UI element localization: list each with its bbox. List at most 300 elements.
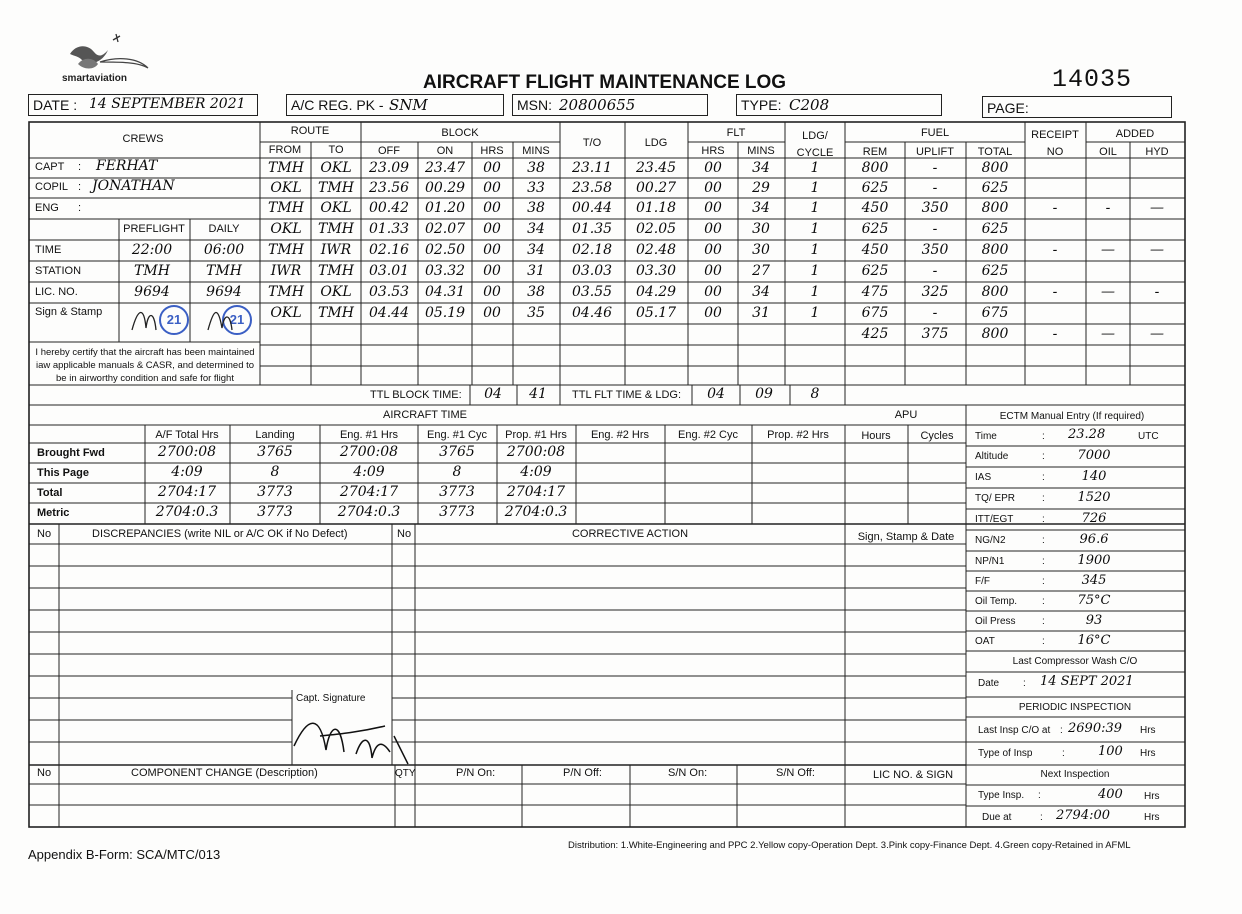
col-fuel: FUEL	[920, 127, 950, 139]
log-number: 14035	[1052, 65, 1133, 94]
due-value: 2794:00	[1056, 808, 1111, 823]
flight-cell-off: 00.42	[368, 200, 410, 216]
fuel-cell-rec: -	[1052, 242, 1058, 258]
fuel-cell-uplift: -	[932, 305, 938, 321]
time-label: TIME	[35, 244, 62, 256]
aircraft-time-cell-e1h: 4:09	[353, 464, 385, 480]
fuel-cell-total: 625	[981, 221, 1009, 237]
ectm-label: NP/N1	[975, 556, 1005, 567]
fuel-cell-uplift: -	[932, 263, 938, 279]
ectm-label: Altitude	[975, 451, 1009, 462]
ectm-value: 7000	[1077, 448, 1111, 463]
flight-cell-hrs: 00	[483, 180, 501, 196]
ttl-flt-hrs: 04	[707, 386, 725, 402]
ectm-label: Oil Temp.	[975, 596, 1018, 607]
flight-cell-on: 02.50	[424, 242, 466, 258]
aircraft-time-cell-e1h: 2700:08	[339, 444, 399, 460]
flight-cell-ldg: 23.45	[635, 160, 677, 176]
col-on: ON	[436, 145, 454, 157]
flight-cell-on: 04.31	[424, 284, 466, 300]
last-insp-label: Last Insp C/O at	[978, 725, 1051, 736]
ttl-block-mins: 41	[529, 386, 547, 402]
flight-cell-hrs: 00	[483, 160, 501, 176]
fuel-cell-uplift: -	[932, 221, 938, 237]
station-daily: TMH	[206, 263, 242, 279]
acreg-value: SNM	[389, 96, 428, 114]
flight-cell-from: OKL	[270, 180, 302, 196]
flight-cell-fmins: 34	[752, 160, 770, 176]
brand-name: smartaviation	[62, 73, 128, 84]
ectm-colon: :	[1042, 636, 1045, 647]
fuel-cell-rec: -	[1052, 284, 1058, 300]
fuel-cell-rem: 675	[861, 305, 889, 321]
lic-daily: 9694	[206, 284, 242, 300]
flight-cell-to: OKL	[320, 160, 352, 176]
col-added: ADDED	[1115, 128, 1155, 140]
aircraft-time-cell-p1h: 4:09	[520, 464, 552, 480]
date-value: 14 SEPTEMBER 2021	[89, 96, 246, 112]
comp-sn-off: S/N Off:	[776, 767, 815, 779]
ectm-time-value: 23.28	[1068, 427, 1106, 442]
ectm-value: 726	[1081, 511, 1107, 526]
ectm-label: IAS	[975, 472, 992, 483]
certify-text: I hereby certify that the aircraft has been maintained iaw applicable manuals & CASR, and determined to be in airworthy condition and safe for flight	[35, 347, 255, 384]
flight-cell-from: IWR	[270, 263, 302, 279]
flight-cell-off: 23.09	[368, 160, 410, 176]
flight-cell-fmins: 27	[752, 263, 770, 279]
col-receipt-no: NO	[1046, 146, 1064, 158]
flight-cell-cyc: 1	[810, 263, 820, 279]
col-to: TO	[328, 144, 344, 156]
flight-cell-cyc: 1	[810, 305, 820, 321]
fuel-cell-total: 625	[981, 263, 1009, 279]
aircraft-time-cell-p1h: 2704:17	[506, 484, 566, 500]
ectm-value: 96.6	[1079, 532, 1109, 547]
flight-cell-cyc: 1	[810, 221, 820, 237]
flight-cell-fmins: 30	[752, 221, 770, 237]
fuel-cell-rec: -	[1052, 326, 1058, 342]
time-daily: 06:00	[203, 242, 245, 258]
flight-cell-mins: 38	[527, 160, 545, 176]
ectm-label: Oil Press	[975, 616, 1016, 627]
fuel-cell-rem: 625	[861, 263, 889, 279]
col-off: OFF	[378, 145, 400, 157]
col-from: FROM	[268, 144, 302, 156]
sign-stamp-date: Sign, Stamp & Date	[857, 531, 955, 543]
flight-cell-fmins: 30	[752, 242, 770, 258]
next-type-label: Type Insp.	[978, 790, 1025, 801]
aircraft-time-col: Eng. #2 Cyc	[678, 429, 738, 441]
aircraft-time-cell-e1c: 3773	[439, 484, 475, 500]
aircraft-time-title: AIRCRAFT TIME	[383, 409, 467, 421]
fuel-cell-total: 675	[981, 305, 1009, 321]
flight-cell-to_t: 23.58	[571, 180, 613, 196]
flight-cell-fmins: 29	[752, 180, 770, 196]
aircraft-time-col: Eng. #1 Cyc	[427, 429, 487, 441]
col-route: ROUTE	[290, 125, 330, 137]
col-flt-hrs: HRS	[701, 145, 725, 157]
captain-signature-icon	[290, 706, 420, 766]
due-hrs: Hrs	[1144, 812, 1160, 823]
ectm-colon: :	[1042, 472, 1045, 483]
flight-cell-fmins: 34	[752, 284, 770, 300]
flight-cell-cyc: 1	[810, 160, 820, 176]
disc-title: DISCREPANCIES (write NIL or A/C OK if No Defect)	[92, 528, 348, 540]
flight-cell-mins: 35	[527, 305, 545, 321]
flight-cell-cyc: 1	[810, 180, 820, 196]
ectm-colon: :	[1042, 576, 1045, 587]
fuel-cell-oil: —	[1101, 284, 1115, 300]
flight-cell-hrs: 00	[483, 221, 501, 237]
copil-value: JONATHAN	[92, 178, 175, 194]
flight-cell-on: 00.29	[424, 180, 466, 196]
flight-cell-from: OKL	[270, 305, 302, 321]
flight-cell-fhrs: 00	[704, 242, 722, 258]
flight-cell-off: 02.16	[368, 242, 410, 258]
col-flt-mins: MINS	[747, 145, 775, 157]
col-mins: MINS	[522, 145, 550, 157]
flight-cell-from: TMH	[268, 200, 304, 216]
fuel-cell-oil: —	[1101, 326, 1115, 342]
flight-cell-fhrs: 00	[704, 221, 722, 237]
type-insp-hrs: Hrs	[1140, 748, 1156, 759]
station-preflight: TMH	[134, 263, 170, 279]
flight-cell-from: TMH	[268, 242, 304, 258]
flight-cell-ldg: 03.30	[635, 263, 677, 279]
fuel-cell-uplift: 325	[921, 284, 949, 300]
corr-no-header: No	[397, 528, 412, 540]
flight-cell-ldg: 01.18	[635, 200, 677, 216]
next-type-hrs: Hrs	[1144, 791, 1160, 802]
type-insp-colon: :	[1062, 748, 1065, 759]
aircraft-time-cell-e1h: 2704:0.3	[337, 504, 401, 520]
ttl-block-hrs: 04	[484, 386, 502, 402]
fuel-cell-total: 800	[981, 326, 1009, 342]
ectm-colon: :	[1042, 616, 1045, 627]
ectm-colon: :	[1042, 514, 1045, 525]
flight-cell-to: TMH	[318, 221, 354, 237]
aircraft-time-row-label: Total	[37, 487, 63, 499]
ectm-colon: :	[1042, 493, 1045, 504]
flight-cell-mins: 34	[527, 242, 545, 258]
fuel-cell-total: 800	[981, 284, 1009, 300]
col-takeoff: T/O	[582, 137, 602, 149]
msn-label: MSN:	[517, 97, 552, 113]
sign-label: Sign & Stamp	[35, 306, 103, 318]
flight-cell-to_t: 04.46	[571, 305, 613, 321]
flight-cell-from: TMH	[268, 284, 304, 300]
flight-cell-off: 23.56	[368, 180, 410, 196]
aircraft-time-cell-e1c: 8	[452, 464, 462, 480]
page-label: PAGE:	[987, 100, 1029, 116]
aircraft-time-cell-af: 2700:08	[157, 444, 217, 460]
flight-cell-ldg: 05.17	[635, 305, 677, 321]
ectm-colon: :	[1042, 596, 1045, 607]
apu-cycles: Cycles	[920, 430, 954, 442]
aircraft-time-cell-af: 4:09	[171, 464, 203, 480]
capt-label: CAPT	[35, 161, 65, 173]
flight-cell-to: OKL	[320, 200, 352, 216]
fuel-cell-total: 800	[981, 200, 1009, 216]
comp-qty: QTY	[395, 768, 416, 779]
eng-colon: :	[78, 202, 82, 214]
flight-cell-cyc: 1	[810, 242, 820, 258]
station-label: STATION	[35, 265, 82, 277]
aircraft-time-cell-p1h: 2704:0.3	[504, 504, 568, 520]
ectm-value: 16°C	[1077, 633, 1111, 648]
flight-cell-hrs: 00	[483, 263, 501, 279]
col-hyd: HYD	[1145, 146, 1169, 158]
aircraft-time-col: Eng. #2 Hrs	[590, 429, 650, 441]
comp-pn-off: P/N Off:	[563, 767, 602, 779]
aircraft-time-cell-af: 2704:0.3	[155, 504, 219, 520]
date-label: DATE :	[33, 97, 78, 113]
type-insp-label: Type of Insp	[978, 748, 1033, 759]
type-label: TYPE:	[741, 97, 782, 113]
col-uplift: UPLIFT	[916, 146, 954, 158]
lic-label: LIC. NO.	[35, 286, 78, 298]
ectm-time-unit: UTC	[1138, 431, 1159, 442]
flight-cell-mins: 31	[527, 263, 545, 279]
flight-cell-ldg: 02.05	[635, 221, 677, 237]
last-insp-value: 2690:39	[1068, 721, 1123, 736]
ectm-colon: :	[1042, 535, 1045, 546]
preflight-header: PREFLIGHT	[123, 223, 185, 235]
type-insp-value: 100	[1098, 744, 1123, 759]
flight-cell-fhrs: 00	[704, 305, 722, 321]
col-flt: FLT	[726, 127, 746, 139]
col-oil: OIL	[1099, 146, 1117, 158]
fuel-cell-rem: 625	[861, 221, 889, 237]
apu-title: APU	[894, 409, 918, 421]
due-label: Due at	[982, 812, 1012, 823]
ectm-value: 93	[1085, 613, 1103, 628]
flight-cell-mins: 34	[527, 221, 545, 237]
flight-cell-off: 01.33	[368, 221, 410, 237]
ectm-time-colon: :	[1042, 431, 1045, 442]
capt-colon: :	[78, 161, 82, 173]
msn-value: 20800655	[559, 96, 636, 114]
fuel-cell-uplift: -	[932, 180, 938, 196]
wash-date-value: 14 SEPT 2021	[1040, 674, 1134, 689]
distribution-note: Distribution: 1.White-Engineering and PPC 2.Yellow copy-Operation Dept. 3.Pink copy-Finance Dept. 4.Green copy-Retained in AFML	[568, 840, 1131, 851]
flight-cell-fmins: 34	[752, 200, 770, 216]
flight-cell-on: 05.19	[424, 305, 466, 321]
apu-hours: Hours	[861, 430, 891, 442]
stamp-number: 21	[166, 312, 182, 327]
flight-cell-fhrs: 00	[704, 200, 722, 216]
aircraft-time-row-label: This Page	[37, 467, 89, 479]
lic-preflight: 9694	[134, 284, 170, 300]
appendix-form: Appendix B-Form: SCA/MTC/013	[28, 847, 221, 862]
fuel-cell-rem: 625	[861, 180, 889, 196]
flight-cell-off: 03.53	[368, 284, 410, 300]
flight-cell-to: TMH	[318, 263, 354, 279]
ectm-value: 75°C	[1077, 593, 1111, 608]
fuel-cell-oil: —	[1101, 242, 1115, 258]
aircraft-time-cell-af: 2704:17	[157, 484, 217, 500]
ectm-label: OAT	[975, 636, 995, 647]
copil-label: COPIL	[35, 181, 69, 193]
flight-cell-mins: 38	[527, 200, 545, 216]
aircraft-time-col: Prop. #2 Hrs	[767, 429, 829, 441]
ectm-time-label: Time	[975, 431, 997, 442]
flight-cell-off: 03.01	[368, 263, 410, 279]
col-total: TOTAL	[977, 146, 1013, 158]
aircraft-time-cell-e1c: 3773	[439, 504, 475, 520]
aircraft-time-col: Eng. #1 Hrs	[339, 429, 399, 441]
flight-cell-to_t: 03.55	[571, 284, 613, 300]
periodic-title: PERIODIC INSPECTION	[1018, 702, 1132, 713]
ectm-label: NG/N2	[975, 535, 1006, 546]
wash-date-label: Date	[978, 678, 1000, 689]
flight-cell-ldg: 00.27	[635, 180, 677, 196]
eng-label: ENG	[35, 202, 59, 214]
next-insp-title: Next Inspection	[1040, 769, 1110, 780]
ttl-flt-mins: 09	[755, 386, 773, 402]
flight-cell-off: 04.44	[368, 305, 410, 321]
flight-cell-fmins: 31	[752, 305, 770, 321]
fuel-cell-hyd: —	[1150, 200, 1164, 216]
stamp-number: 21	[229, 312, 245, 327]
col-rem: REM	[862, 146, 888, 158]
fuel-cell-uplift: 375	[921, 326, 949, 342]
aircraft-time-col: Prop. #1 Hrs	[505, 429, 567, 441]
flight-cell-to: OKL	[320, 284, 352, 300]
time-preflight: 22:00	[131, 242, 173, 258]
aircraft-time-cell-ldg: 3773	[257, 504, 293, 520]
ttl-block-label: TTL BLOCK TIME:	[370, 389, 462, 401]
aircraft-time-row-label: Brought Fwd	[37, 447, 105, 459]
next-type-value: 400	[1098, 787, 1123, 802]
fuel-cell-rem: 450	[861, 200, 889, 216]
flight-cell-to: IWR	[320, 242, 352, 258]
col-crews: CREWS	[122, 133, 164, 145]
aircraft-time-cell-ldg: 8	[270, 464, 280, 480]
ectm-title: ECTM Manual Entry (If required)	[999, 411, 1145, 422]
wash-date-colon: :	[1023, 678, 1026, 689]
flight-cell-fhrs: 00	[704, 284, 722, 300]
fuel-cell-hyd: -	[1154, 284, 1160, 300]
ectm-colon: :	[1042, 451, 1045, 462]
aircraft-time-cell-ldg: 3773	[257, 484, 293, 500]
fuel-cell-total: 800	[981, 242, 1009, 258]
fuel-cell-total: 625	[981, 180, 1009, 196]
comp-lic-sign: LIC NO. & SIGN	[873, 769, 954, 781]
flight-cell-to_t: 00.44	[571, 200, 613, 216]
ttl-flt-label: TTL FLT TIME & LDG:	[572, 389, 682, 401]
daily-header: DAILY	[208, 223, 240, 235]
fuel-cell-uplift: 350	[921, 242, 949, 258]
aircraft-time-cell-e1h: 2704:17	[339, 484, 399, 500]
comp-title: COMPONENT CHANGE (Description)	[131, 767, 318, 779]
last-insp-colon: :	[1060, 725, 1063, 736]
next-type-colon: :	[1038, 790, 1041, 801]
aircraft-time-row-label: Metric	[37, 507, 70, 519]
flight-cell-to_t: 01.35	[571, 221, 613, 237]
ectm-value: 140	[1081, 469, 1107, 484]
fuel-cell-total: 800	[981, 160, 1009, 176]
comp-pn-on: P/N On:	[456, 767, 496, 779]
aircraft-time-cell-e1c: 3765	[439, 444, 475, 460]
flight-cell-hrs: 00	[483, 284, 501, 300]
flight-cell-ldg: 04.29	[635, 284, 677, 300]
capt-value: FERHAT	[96, 158, 158, 174]
disc-no-header: No	[37, 528, 52, 540]
ttl-ldg: 8	[810, 386, 820, 402]
flight-cell-ldg: 02.48	[635, 242, 677, 258]
acreg-label: A/C REG. PK -	[291, 97, 384, 113]
fuel-cell-rem: 475	[861, 284, 889, 300]
ectm-value: 1520	[1077, 490, 1111, 505]
flight-cell-to: TMH	[318, 180, 354, 196]
flight-cell-on: 23.47	[424, 160, 466, 176]
ectm-label: TQ/ EPR	[975, 493, 1016, 504]
flight-cell-on: 01.20	[424, 200, 466, 216]
col-receipt: RECEIPT	[1031, 129, 1079, 141]
due-colon: :	[1040, 812, 1043, 823]
fuel-cell-uplift: -	[932, 160, 938, 176]
capt-signature-label: Capt. Signature	[296, 693, 366, 704]
fuel-cell-rec: -	[1052, 200, 1058, 216]
flight-cell-mins: 38	[527, 284, 545, 300]
col-hrs: HRS	[480, 145, 504, 157]
flight-cell-mins: 33	[527, 180, 545, 196]
fuel-cell-uplift: 350	[921, 200, 949, 216]
fuel-cell-rem: 450	[861, 242, 889, 258]
flight-cell-hrs: 00	[483, 305, 501, 321]
flight-cell-to_t: 03.03	[571, 263, 613, 279]
flight-cell-cyc: 1	[810, 284, 820, 300]
comp-sn-on: S/N On:	[668, 767, 708, 779]
col-block: BLOCK	[441, 127, 479, 139]
flight-cell-fhrs: 00	[704, 263, 722, 279]
aircraft-time-col: A/F Total Hrs	[155, 429, 219, 441]
fuel-cell-hyd: —	[1150, 242, 1164, 258]
flight-cell-from: OKL	[270, 221, 302, 237]
fuel-cell-oil: -	[1105, 200, 1111, 216]
page-title: AIRCRAFT FLIGHT MAINTENANCE LOG	[423, 72, 787, 93]
fuel-cell-rem: 800	[861, 160, 889, 176]
copil-colon: :	[78, 181, 82, 193]
flight-cell-hrs: 00	[483, 242, 501, 258]
aircraft-time-cell-p1h: 2700:08	[506, 444, 566, 460]
fuel-cell-rem: 425	[861, 326, 889, 342]
ectm-value: 345	[1081, 573, 1107, 588]
wash-title: Last Compressor Wash C/O	[1012, 656, 1138, 667]
ectm-label: ITT/EGT	[975, 514, 1014, 525]
flight-cell-from: TMH	[268, 160, 304, 176]
comp-no-header: No	[37, 767, 52, 779]
type-value: C208	[789, 96, 830, 114]
corr-title: CORRECTIVE ACTION	[571, 528, 689, 540]
aircraft-time-col: Landing	[255, 429, 295, 441]
ectm-colon: :	[1042, 556, 1045, 567]
fuel-cell-hyd: —	[1150, 326, 1164, 342]
col-ldg: LDG	[644, 137, 668, 149]
ectm-label: F/F	[975, 576, 990, 587]
flight-cell-to_t: 23.11	[571, 160, 613, 176]
aircraft-time-cell-ldg: 3765	[257, 444, 293, 460]
flight-cell-fhrs: 00	[704, 160, 722, 176]
flight-cell-on: 03.32	[424, 263, 466, 279]
flight-cell-on: 02.07	[424, 221, 466, 237]
col-ldg-cycle: LDG/ CYCLE	[796, 130, 834, 159]
crew-signature-icon	[128, 300, 248, 340]
flight-cell-to: TMH	[318, 305, 354, 321]
last-insp-hrs: Hrs	[1140, 725, 1156, 736]
flight-cell-to_t: 02.18	[571, 242, 613, 258]
